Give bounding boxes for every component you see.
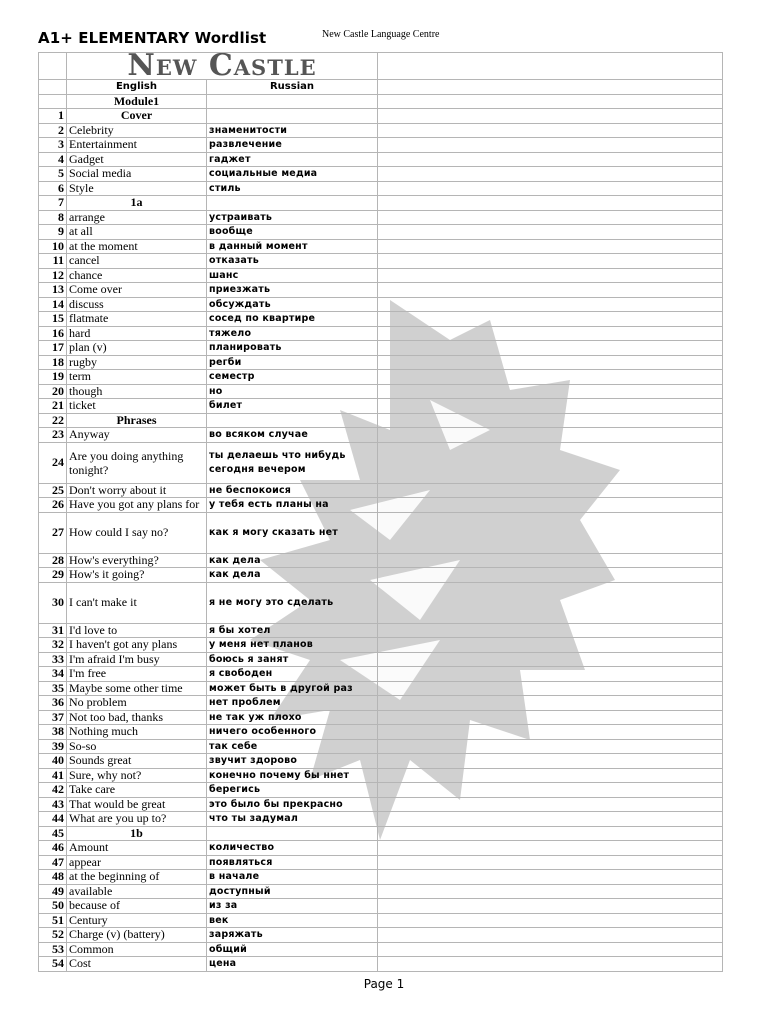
- table-row: [39, 297, 723, 312]
- empty-cell: [378, 553, 723, 568]
- row-number: 54: [39, 957, 67, 972]
- english-word: Module1: [67, 94, 207, 109]
- row-number: 12: [39, 268, 67, 283]
- empty-cell: [378, 94, 723, 109]
- table-row: [39, 152, 723, 167]
- row-number: 36: [39, 696, 67, 711]
- row-number: 7: [39, 196, 67, 211]
- empty-cell: [378, 739, 723, 754]
- english-word: available: [67, 884, 207, 899]
- english-word: because of: [67, 899, 207, 914]
- english-word: term: [67, 370, 207, 385]
- english-word: Don't worry about it: [67, 483, 207, 498]
- logo-row: [39, 53, 723, 80]
- english-word: Amount: [67, 841, 207, 856]
- russian-translation: доступный: [207, 884, 378, 899]
- russian-translation: как дела: [207, 568, 378, 583]
- english-word: Social media: [67, 167, 207, 182]
- table-row: [39, 123, 723, 138]
- english-word: I'm free: [67, 667, 207, 682]
- table-row: [39, 568, 723, 583]
- english-word: discuss: [67, 297, 207, 312]
- row-number: 26: [39, 498, 67, 513]
- russian-translation: регби: [207, 355, 378, 370]
- row-number: 32: [39, 638, 67, 653]
- russian-translation: цена: [207, 957, 378, 972]
- section-header-row: [39, 109, 723, 124]
- row-number: 51: [39, 913, 67, 928]
- row-number: 33: [39, 652, 67, 667]
- section-header-row: [39, 826, 723, 841]
- russian-translation: обсуждать: [207, 297, 378, 312]
- empty-cell: [378, 326, 723, 341]
- empty-cell: [378, 109, 723, 124]
- russian-translation: ничего особенного: [207, 725, 378, 740]
- english-word: What are you up to?: [67, 812, 207, 827]
- english-word: ticket: [67, 399, 207, 414]
- row-number: 1: [39, 109, 67, 124]
- empty-cell: [378, 167, 723, 182]
- english-word: rugby: [67, 355, 207, 370]
- english-word: Not too bad, thanks: [67, 710, 207, 725]
- english-word: I haven't got any plans: [67, 638, 207, 653]
- row-number: 3: [39, 138, 67, 153]
- russian-translation: [207, 196, 378, 211]
- row-number: 31: [39, 623, 67, 638]
- russian-translation: [207, 94, 378, 109]
- empty-cell: [378, 370, 723, 385]
- empty-cell: [378, 928, 723, 943]
- empty-cell: [378, 754, 723, 769]
- table-row: [39, 268, 723, 283]
- empty-cell: [378, 181, 723, 196]
- table-row: [39, 512, 723, 553]
- table-row: [39, 582, 723, 623]
- table-row: [39, 841, 723, 856]
- russian-translation: я не могу это сделать: [207, 582, 378, 623]
- english-word: Have you got any plans for: [67, 498, 207, 513]
- empty-cell: [378, 399, 723, 414]
- empty-cell: [378, 797, 723, 812]
- empty-cell: [378, 341, 723, 356]
- table-row: [39, 942, 723, 957]
- russian-translation: шанс: [207, 268, 378, 283]
- russian-translation: знаменитости: [207, 123, 378, 138]
- table-row: [39, 913, 723, 928]
- row-number: 43: [39, 797, 67, 812]
- russian-translation: что ты задумал: [207, 812, 378, 827]
- russian-translation: в данный момент: [207, 239, 378, 254]
- english-word: Cover: [67, 109, 207, 124]
- table-row: [39, 341, 723, 356]
- english-word: Sure, why not?: [67, 768, 207, 783]
- row-number: 46: [39, 841, 67, 856]
- row-number: 47: [39, 855, 67, 870]
- empty-cell: [378, 841, 723, 856]
- table-row: [39, 138, 723, 153]
- russian-translation: я бы хотел: [207, 623, 378, 638]
- table-row: [39, 326, 723, 341]
- section-header-row: [39, 196, 723, 211]
- russian-translation: во всяком случае: [207, 428, 378, 443]
- english-word: at the beginning of: [67, 870, 207, 885]
- english-word: chance: [67, 268, 207, 283]
- english-word: Are you doing anything tonight?: [67, 442, 207, 483]
- russian-translation: семестр: [207, 370, 378, 385]
- english-word: How could I say no?: [67, 512, 207, 553]
- row-number: 9: [39, 225, 67, 240]
- empty-cell: [378, 568, 723, 583]
- table-row: [39, 870, 723, 885]
- russian-translation: век: [207, 913, 378, 928]
- table-row: [39, 181, 723, 196]
- english-word: Gadget: [67, 152, 207, 167]
- english-word: I can't make it: [67, 582, 207, 623]
- empty-cell: [378, 681, 723, 696]
- row-number: 49: [39, 884, 67, 899]
- table-row: [39, 783, 723, 798]
- row-number: 38: [39, 725, 67, 740]
- english-word: Charge (v) (battery): [67, 928, 207, 943]
- english-word: flatmate: [67, 312, 207, 327]
- table-row: [39, 681, 723, 696]
- table-row: [39, 225, 723, 240]
- english-word: hard: [67, 326, 207, 341]
- russian-translation: приезжать: [207, 283, 378, 298]
- empty-cell: [378, 812, 723, 827]
- row-number: 29: [39, 568, 67, 583]
- russian-translation: так себе: [207, 739, 378, 754]
- english-word: at the moment: [67, 239, 207, 254]
- row-number: 28: [39, 553, 67, 568]
- table-row: [39, 384, 723, 399]
- russian-translation: гаджет: [207, 152, 378, 167]
- column-header-english: English: [67, 80, 207, 95]
- russian-translation: я свободен: [207, 667, 378, 682]
- english-word: Style: [67, 181, 207, 196]
- empty-cell: [378, 297, 723, 312]
- russian-translation: появляться: [207, 855, 378, 870]
- english-word: How's it going?: [67, 568, 207, 583]
- school-name: New Castle Language Centre: [322, 29, 440, 40]
- empty-cell: [378, 710, 723, 725]
- russian-translation: как я могу сказать нет: [207, 512, 378, 553]
- row-number: 30: [39, 582, 67, 623]
- empty-cell: [378, 913, 723, 928]
- table-row: [39, 884, 723, 899]
- empty-cell: [378, 638, 723, 653]
- row-number: 2: [39, 123, 67, 138]
- russian-translation: у тебя есть планы на: [207, 498, 378, 513]
- russian-translation: берегись: [207, 783, 378, 798]
- table-row: [39, 254, 723, 269]
- table-row: [39, 355, 723, 370]
- russian-translation: билет: [207, 399, 378, 414]
- empty-cell: [378, 196, 723, 211]
- row-number: 40: [39, 754, 67, 769]
- english-word: Anyway: [67, 428, 207, 443]
- russian-translation: сосед по квартире: [207, 312, 378, 327]
- english-word: That would be great: [67, 797, 207, 812]
- russian-translation: общий: [207, 942, 378, 957]
- row-number: 19: [39, 370, 67, 385]
- empty-cell: [378, 498, 723, 513]
- russian-translation: как дела: [207, 553, 378, 568]
- english-word: Common: [67, 942, 207, 957]
- russian-translation: может быть в другой раз: [207, 681, 378, 696]
- english-word: Phrases: [67, 413, 207, 428]
- table-row: [39, 812, 723, 827]
- table-row: [39, 428, 723, 443]
- english-word: though: [67, 384, 207, 399]
- row-number: 27: [39, 512, 67, 553]
- russian-translation: звучит здорово: [207, 754, 378, 769]
- russian-translation: не так уж плохо: [207, 710, 378, 725]
- english-word: cancel: [67, 254, 207, 269]
- row-number: 39: [39, 739, 67, 754]
- russian-translation: боюсь я занят: [207, 652, 378, 667]
- empty-cell: [378, 483, 723, 498]
- russian-translation: [207, 826, 378, 841]
- empty-cell: [378, 428, 723, 443]
- table-row: [39, 899, 723, 914]
- english-word: appear: [67, 855, 207, 870]
- column-header-russian: Russian: [207, 80, 378, 95]
- row-number: 41: [39, 768, 67, 783]
- row-number: 6: [39, 181, 67, 196]
- table-row: [39, 312, 723, 327]
- row-number: 10: [39, 239, 67, 254]
- document-title: A1+ ELEMENTARY Wordlist: [38, 29, 267, 47]
- empty-cell: [378, 123, 723, 138]
- english-word: How's everything?: [67, 553, 207, 568]
- english-word: plan (v): [67, 341, 207, 356]
- table-row: [39, 928, 723, 943]
- russian-translation: из за: [207, 899, 378, 914]
- table-row: [39, 210, 723, 225]
- empty-cell: [378, 623, 723, 638]
- table-row: [39, 442, 723, 483]
- english-word: I'm afraid I'm busy: [67, 652, 207, 667]
- russian-translation: стиль: [207, 181, 378, 196]
- table-row: [39, 754, 723, 769]
- english-word: Century: [67, 913, 207, 928]
- english-word: Celebrity: [67, 123, 207, 138]
- russian-translation: нет проблем: [207, 696, 378, 711]
- row-number: 5: [39, 167, 67, 182]
- russian-translation: но: [207, 384, 378, 399]
- row-number: 48: [39, 870, 67, 885]
- english-word: Maybe some other time: [67, 681, 207, 696]
- russian-translation: заряжать: [207, 928, 378, 943]
- section-header-row: [39, 94, 723, 109]
- row-number: 35: [39, 681, 67, 696]
- empty-cell: [378, 652, 723, 667]
- english-word: Nothing much: [67, 725, 207, 740]
- table-row: [39, 167, 723, 182]
- row-number: 20: [39, 384, 67, 399]
- english-word: at all: [67, 225, 207, 240]
- russian-translation: развлечение: [207, 138, 378, 153]
- row-number: 44: [39, 812, 67, 827]
- row-number: 53: [39, 942, 67, 957]
- row-number: 23: [39, 428, 67, 443]
- row-number: 22: [39, 413, 67, 428]
- empty-cell: [378, 884, 723, 899]
- table-row: [39, 710, 723, 725]
- russian-translation: устраивать: [207, 210, 378, 225]
- russian-translation: отказать: [207, 254, 378, 269]
- english-word: So-so: [67, 739, 207, 754]
- empty-cell: [378, 152, 723, 167]
- table-row: [39, 553, 723, 568]
- russian-translation: [207, 109, 378, 124]
- empty-cell: [378, 667, 723, 682]
- table-row: [39, 768, 723, 783]
- russian-translation: [207, 413, 378, 428]
- row-number: 14: [39, 297, 67, 312]
- empty-cell: [378, 225, 723, 240]
- empty-cell: [378, 696, 723, 711]
- empty-cell: [378, 210, 723, 225]
- english-word: Come over: [67, 283, 207, 298]
- row-number: 11: [39, 254, 67, 269]
- empty-cell: [378, 355, 723, 370]
- empty-cell: [378, 239, 723, 254]
- empty-cell: [378, 942, 723, 957]
- row-number: 37: [39, 710, 67, 725]
- russian-translation: тяжело: [207, 326, 378, 341]
- empty-cell: [378, 826, 723, 841]
- empty-cell: [378, 384, 723, 399]
- table-row: [39, 739, 723, 754]
- empty-cell: [378, 957, 723, 972]
- table-row: [39, 696, 723, 711]
- empty-cell: [378, 312, 723, 327]
- english-word: Sounds great: [67, 754, 207, 769]
- russian-translation: не беспокоися: [207, 483, 378, 498]
- english-word: Entertainment: [67, 138, 207, 153]
- empty-cell: [378, 870, 723, 885]
- empty-cell: [378, 254, 723, 269]
- empty-cell: [378, 899, 723, 914]
- new-castle-logo: New Castle: [67, 53, 378, 80]
- column-header-row: [39, 80, 723, 95]
- row-number: 4: [39, 152, 67, 167]
- row-number: [39, 94, 67, 109]
- row-number: 34: [39, 667, 67, 682]
- table-row: [39, 667, 723, 682]
- empty-cell: [378, 768, 723, 783]
- table-row: [39, 652, 723, 667]
- wordlist-table: [38, 52, 723, 972]
- russian-translation: социальные медиа: [207, 167, 378, 182]
- page-number: Page 1: [363, 977, 405, 991]
- russian-translation: планировать: [207, 341, 378, 356]
- row-number: 50: [39, 899, 67, 914]
- russian-translation: количество: [207, 841, 378, 856]
- empty-cell: [378, 582, 723, 623]
- row-number: 52: [39, 928, 67, 943]
- row-number: 17: [39, 341, 67, 356]
- row-number: 15: [39, 312, 67, 327]
- english-word: No problem: [67, 696, 207, 711]
- row-number: 24: [39, 442, 67, 483]
- table-row: [39, 399, 723, 414]
- empty-cell: [378, 442, 723, 483]
- row-number: 21: [39, 399, 67, 414]
- russian-translation: у меня нет планов: [207, 638, 378, 653]
- empty-cell: [378, 138, 723, 153]
- russian-translation: это было бы прекрасно: [207, 797, 378, 812]
- table-row: [39, 623, 723, 638]
- table-row: [39, 498, 723, 513]
- table-row: [39, 957, 723, 972]
- empty-cell: [378, 855, 723, 870]
- empty-cell: [378, 283, 723, 298]
- english-word: I'd love to: [67, 623, 207, 638]
- empty-cell: [378, 783, 723, 798]
- english-word: 1b: [67, 826, 207, 841]
- table-row: [39, 370, 723, 385]
- russian-translation: ты делаешь что нибудь сегодня вечером: [207, 442, 378, 483]
- empty-cell: [378, 725, 723, 740]
- table-row: [39, 239, 723, 254]
- row-number: 13: [39, 283, 67, 298]
- table-row: [39, 638, 723, 653]
- empty-cell: [378, 413, 723, 428]
- russian-translation: в начале: [207, 870, 378, 885]
- empty-cell: [378, 268, 723, 283]
- english-word: 1a: [67, 196, 207, 211]
- russian-translation: конечно почему бы ннет: [207, 768, 378, 783]
- english-word: Cost: [67, 957, 207, 972]
- row-number: 18: [39, 355, 67, 370]
- table-row: [39, 855, 723, 870]
- section-header-row: [39, 413, 723, 428]
- table-row: [39, 797, 723, 812]
- table-row: [39, 483, 723, 498]
- row-number: 45: [39, 826, 67, 841]
- table-row: [39, 283, 723, 298]
- row-number: 8: [39, 210, 67, 225]
- row-number: 25: [39, 483, 67, 498]
- table-row: [39, 725, 723, 740]
- english-word: Take care: [67, 783, 207, 798]
- row-number: 16: [39, 326, 67, 341]
- russian-translation: вообще: [207, 225, 378, 240]
- empty-cell: [378, 512, 723, 553]
- english-word: arrange: [67, 210, 207, 225]
- row-number: 42: [39, 783, 67, 798]
